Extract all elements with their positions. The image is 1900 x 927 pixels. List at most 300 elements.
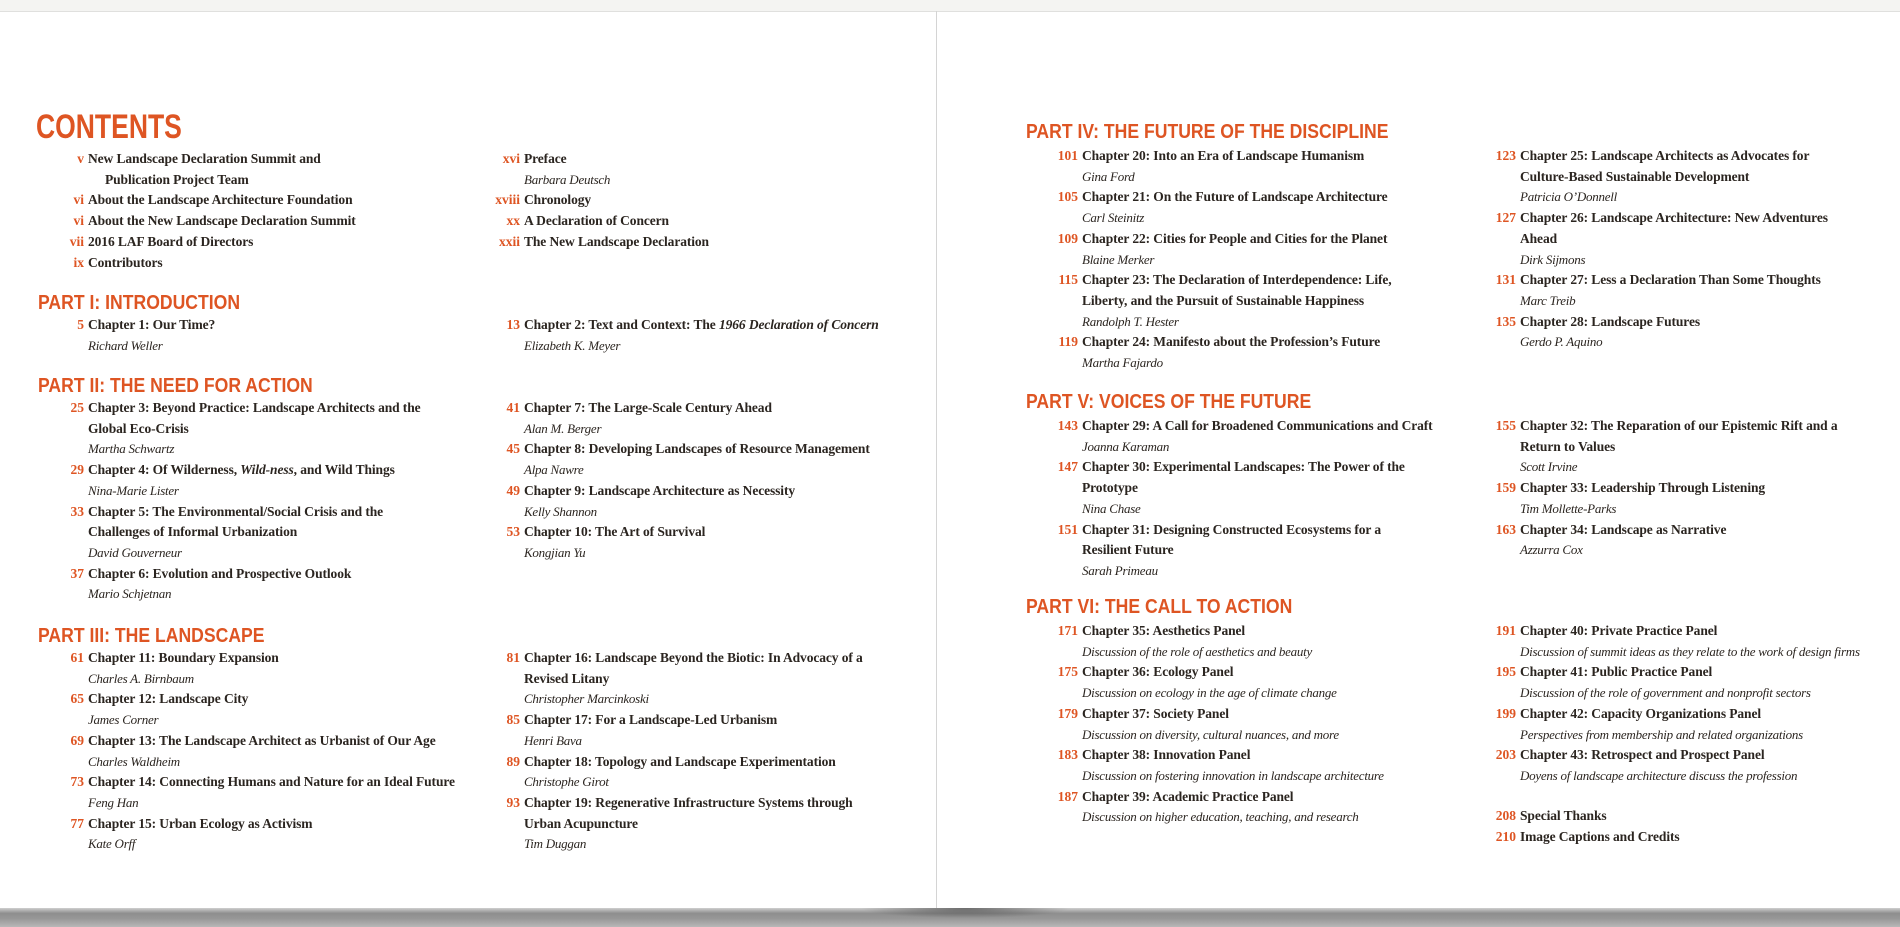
entry-title: Chapter 5: The Environmental/Social Crisis and the: [88, 503, 384, 519]
page-number: [1462, 229, 1516, 250]
page-number: 61: [70, 650, 84, 665]
page-bottom-edge: [0, 908, 1900, 927]
entry-title: Return to Values: [1520, 438, 1616, 454]
page-number: 89: [506, 753, 520, 769]
toc-line: [1462, 806, 1680, 827]
page-number: vi: [73, 192, 84, 208]
toc-line: [462, 336, 879, 357]
page-number: 187: [1057, 788, 1078, 804]
entry-subtext: Kelly Shannon: [524, 503, 597, 519]
page-number: [1462, 499, 1516, 520]
page-number: [38, 834, 84, 855]
toc-line: [1462, 332, 1828, 353]
page-number: 81: [506, 650, 520, 665]
page-number: 109: [1057, 230, 1078, 246]
toc-line: [1462, 167, 1828, 188]
entry-title: Chapter 37: Society Panel: [1082, 705, 1229, 721]
page-number: [38, 584, 84, 605]
part-heading-2: PART II: THE NEED FOR ACTION: [38, 375, 313, 397]
page-number: 155: [1495, 418, 1516, 433]
part5-col2: [1462, 416, 1837, 561]
page-number: [1462, 642, 1516, 663]
page-top-edge: [0, 0, 1900, 12]
toc-line: [1462, 457, 1837, 478]
toc-line: [462, 232, 709, 253]
toc-line: [1462, 208, 1828, 229]
entry-subtext: Sarah Primeau: [1082, 562, 1158, 578]
toc-line: [462, 190, 709, 211]
page-number: 199: [1495, 705, 1516, 721]
page-number: 93: [506, 794, 520, 810]
toc-line: [38, 710, 455, 731]
page-number: xxii: [498, 233, 520, 249]
page-number: [1462, 167, 1516, 188]
front-matter-col1: [38, 149, 356, 273]
entry-subtext: Scott Irvine: [1520, 459, 1578, 475]
toc-line: [38, 315, 215, 336]
toc-line: [462, 834, 863, 855]
toc-line: [1462, 725, 1860, 746]
page-number: [462, 336, 520, 357]
page-number: [38, 522, 84, 543]
entry-subtext: Joanna Karaman: [1082, 438, 1170, 454]
toc-line: [38, 648, 455, 669]
entry-title: Ahead: [1520, 230, 1558, 246]
entry-title: Challenges of Informal Urbanization: [88, 524, 298, 540]
toc-line: [1462, 520, 1837, 541]
entry-title: Chapter 1: Our Time?: [88, 317, 216, 332]
toc-line: [38, 731, 455, 752]
toc-line: [462, 149, 709, 170]
page-number: 135: [1495, 313, 1516, 329]
toc-line: [1026, 187, 1392, 208]
toc-line: [462, 710, 863, 731]
toc-line: [38, 834, 455, 855]
toc-line: [1462, 229, 1828, 250]
page-number: [462, 460, 520, 481]
page-number: [1026, 167, 1078, 188]
page-number: 33: [70, 503, 84, 519]
entry-title: Chapter 38: Innovation Panel: [1082, 747, 1251, 763]
entry-title: Chapter 9: Landscape Architecture as Necessity: [524, 482, 795, 498]
toc-line: [462, 648, 863, 669]
page-number: 171: [1057, 623, 1078, 638]
toc-line: [1026, 807, 1384, 828]
part3-col1: [38, 648, 455, 855]
toc-line: [38, 543, 421, 564]
part2-col1: [38, 398, 421, 605]
toc-line: [38, 460, 421, 481]
page-number: [1462, 540, 1516, 561]
toc-line: [38, 398, 421, 419]
page-number: 25: [70, 400, 84, 415]
entry-title: Chronology: [524, 192, 592, 208]
page-number: [1026, 208, 1078, 229]
entry-subtext: Dirk Sijmons: [1520, 251, 1586, 267]
page-number: v: [77, 151, 84, 166]
toc-line: [462, 689, 863, 710]
page-number: [1462, 766, 1516, 787]
page-number: 191: [1495, 623, 1516, 638]
entry-title: Chapter 42: Capacity Organizations Panel: [1520, 705, 1761, 721]
entry-subtext: Alan M. Berger: [524, 420, 602, 436]
entry-title: Chapter 13: The Landscape Architect as Urbanist of Our Age: [88, 732, 436, 748]
page-number: [1462, 683, 1516, 704]
entry-title: Chapter 41: Public Practice Panel: [1520, 664, 1713, 680]
entry-subtext: Marc Treib: [1520, 292, 1576, 308]
toc-line: [1462, 187, 1828, 208]
toc-line: [38, 439, 421, 460]
toc-line: [462, 731, 863, 752]
page-number: 163: [1495, 521, 1516, 537]
entry-subtext: Doyens of landscape architecture discuss the profession: [1520, 767, 1798, 783]
page-number: [1462, 250, 1516, 271]
entry-subtext: Discussion on fostering innovation in landscape architecture: [1082, 767, 1384, 783]
entry-title: 2016 LAF Board of Directors: [88, 233, 254, 249]
toc-line: [1026, 312, 1392, 333]
toc-line: [38, 793, 455, 814]
entry-title: Chapter 35: Aesthetics Panel: [1082, 623, 1246, 638]
toc-line: [1026, 725, 1384, 746]
entry-title: Chapter 16: Landscape Beyond the Biotic: In Advocacy of a: [524, 650, 863, 665]
part3-col2: [462, 648, 863, 855]
entry-subtext: Charles A. Birnbaum: [88, 670, 194, 686]
entry-subtext: Patricia O’Donnell: [1520, 189, 1617, 205]
entry-subtext: Christophe Girot: [524, 774, 609, 790]
entry-subtext: Gerdo P. Aquino: [1520, 334, 1603, 350]
part4-col2: [1462, 146, 1828, 353]
entry-subtext: Tim Duggan: [524, 836, 587, 852]
toc-line: [462, 460, 870, 481]
toc-line: [1026, 561, 1433, 582]
page-number: 29: [70, 462, 84, 478]
entry-title: Chapter 21: On the Future of Landscape Architecture: [1082, 189, 1388, 205]
toc-line: [38, 253, 356, 274]
entry-title: Chapter 43: Retrospect and Prospect Panel: [1520, 747, 1765, 763]
entry-title: Revised Litany: [524, 670, 610, 686]
page-number: [462, 543, 520, 564]
entry-title: Liberty, and the Pursuit of Sustainable Happiness: [1082, 292, 1365, 308]
toc-line: [462, 439, 870, 460]
entry-title: Chapter 14: Connecting Humans and Nature for an Ideal Future: [88, 774, 455, 790]
page-number: 73: [70, 774, 84, 790]
part1-col1: [38, 315, 215, 356]
page-number: [462, 772, 520, 793]
page-number: 179: [1057, 705, 1078, 721]
entry-subtext: Alpa Nawre: [524, 462, 584, 478]
entry-subtext: Discussion on higher education, teaching, and research: [1082, 809, 1359, 825]
page-number: [1462, 332, 1516, 353]
front-matter-col2: [462, 149, 709, 253]
page-number: [1026, 642, 1078, 663]
entry-subtext: David Gouverneur: [88, 544, 182, 560]
toc-line: [38, 772, 455, 793]
entry-title: The New Landscape Declaration: [524, 233, 709, 249]
toc-line: [38, 336, 215, 357]
page-number: 151: [1057, 521, 1078, 537]
entry-subtext: Perspectives from membership and related organizations: [1520, 726, 1803, 742]
toc-line: [462, 522, 870, 543]
page-number: [38, 543, 84, 564]
toc-line: [1462, 704, 1860, 725]
toc-line: [462, 793, 863, 814]
page-number: 69: [70, 732, 84, 748]
toc-line: [1026, 437, 1433, 458]
page-number: [38, 793, 84, 814]
page-number: [462, 419, 520, 440]
toc-line: [38, 689, 455, 710]
page-number: vii: [69, 233, 84, 249]
part4-col1: [1026, 146, 1392, 374]
spine-shadow: [830, 908, 1100, 921]
entry-title: A Declaration of Concern: [524, 213, 669, 229]
toc-line: [38, 190, 356, 211]
toc-line: [1462, 270, 1828, 291]
page-number: [462, 170, 520, 191]
page-number: [38, 439, 84, 460]
page-number: 13: [506, 317, 520, 332]
entry-title: Chapter 28: Landscape Futures: [1520, 313, 1700, 329]
page-number: 85: [506, 712, 520, 728]
page-number: 105: [1057, 189, 1078, 205]
entry-title: About the Landscape Architecture Foundation: [88, 192, 353, 208]
toc-line: [1462, 827, 1680, 848]
entry-title: Resilient Future: [1082, 542, 1174, 558]
page-number: [1026, 250, 1078, 271]
toc-line: [1026, 250, 1392, 271]
toc-line: [1462, 621, 1860, 642]
entry-title: Chapter 27: Less a Declaration Than Some Thoughts: [1520, 272, 1821, 288]
part-heading-3: PART III: THE LANDSCAPE: [38, 625, 265, 647]
toc-line: [1026, 332, 1392, 353]
entry-title: Chapter 32: The Reparation of our Epistemic Rift and a: [1520, 418, 1838, 433]
toc-line: [462, 502, 870, 523]
toc-line: [462, 814, 863, 835]
toc-line: [462, 772, 863, 793]
page-number: 5: [77, 317, 84, 332]
page-number: [1026, 683, 1078, 704]
toc-line: [1462, 291, 1828, 312]
page-number: [1026, 353, 1078, 374]
toc-line: [462, 170, 709, 191]
page-number: [38, 710, 84, 731]
entry-title: Chapter 19: Regenerative Infrastructure Systems through: [524, 794, 853, 810]
entry-title: Chapter 29: A Call for Broadened Communications and Craft: [1082, 418, 1433, 433]
toc-line: [1026, 208, 1392, 229]
page-number: [1462, 457, 1516, 478]
toc-line: [1026, 229, 1392, 250]
page-number: [1462, 291, 1516, 312]
toc-line: [462, 752, 863, 773]
entry-title: Global Eco-Crisis: [88, 420, 189, 436]
toc-line: [1462, 766, 1860, 787]
page-number: 41: [506, 400, 520, 415]
page-number: 49: [506, 482, 520, 498]
page-number: [38, 170, 84, 191]
contents-title: CONTENTS: [36, 108, 182, 146]
page-number: 45: [506, 441, 520, 457]
page-number: [1026, 499, 1078, 520]
page-number: 123: [1495, 148, 1516, 163]
toc-line: [462, 211, 709, 232]
entry-subtext: Kongjian Yu: [524, 544, 586, 560]
page-number: 53: [506, 524, 520, 540]
entry-title: Chapter 12: Landscape City: [88, 691, 249, 707]
part2-col2: [462, 398, 870, 564]
entry-subtext: Discussion of the role of aesthetics and beauty: [1082, 643, 1313, 659]
entry-title: Chapter 7: The Large-Scale Century Ahead: [524, 400, 772, 415]
toc-line: [1462, 499, 1837, 520]
entry-title: Chapter 2: Text and Context: The 1966 Declaration of Concern: [524, 317, 879, 332]
entry-title: Chapter 30: Experimental Landscapes: The Power of the: [1082, 459, 1405, 475]
page-number: [1462, 725, 1516, 746]
part6-col2: [1462, 621, 1860, 787]
entry-title: Urban Acupuncture: [524, 815, 638, 831]
entry-subtext: Blaine Merker: [1082, 251, 1155, 267]
toc-line: [462, 398, 870, 419]
toc-line: [38, 149, 356, 170]
toc-line: [1026, 499, 1433, 520]
toc-line: [38, 522, 421, 543]
toc-line: [38, 669, 455, 690]
toc-line: [1026, 766, 1384, 787]
entry-subtext: Discussion of summit ideas as they relate to the work of design firms: [1520, 643, 1860, 659]
page-number: [1026, 807, 1078, 828]
page-number: 143: [1057, 418, 1078, 433]
entry-subtext: Martha Schwartz: [88, 441, 175, 457]
toc-line: [1026, 745, 1384, 766]
page-number: xviii: [495, 192, 520, 208]
toc-line: [1462, 662, 1860, 683]
toc-line: [1026, 704, 1384, 725]
page-number: 77: [70, 815, 84, 831]
page-gutter-line: [936, 11, 937, 908]
part-heading-1: PART I: INTRODUCTION: [38, 292, 241, 314]
part-heading-6: PART VI: THE CALL TO ACTION: [1026, 596, 1293, 618]
toc-line: [1026, 291, 1392, 312]
entry-title: Chapter 22: Cities for People and Cities for the Planet: [1082, 230, 1388, 246]
page-number: 127: [1495, 210, 1516, 226]
page-number: [1462, 187, 1516, 208]
entry-title: Chapter 10: The Art of Survival: [524, 524, 706, 540]
page-number: [1026, 561, 1078, 582]
entry-subtext: Charles Waldheim: [88, 753, 180, 769]
page-number: xvi: [502, 151, 520, 166]
toc-line: [1026, 270, 1392, 291]
page-number: 175: [1057, 664, 1078, 680]
entry-subtext: Elizabeth K. Meyer: [524, 337, 621, 353]
entry-subtext: Mario Schjetnan: [88, 586, 172, 602]
page-number: [462, 689, 520, 710]
page-number: 65: [70, 691, 84, 707]
page-number: [462, 669, 520, 690]
page-number: [38, 336, 84, 357]
toc-line: [1462, 540, 1837, 561]
toc-line: [1026, 478, 1433, 499]
toc-line: [1462, 416, 1837, 437]
toc-line: [38, 211, 356, 232]
toc-line: [1026, 146, 1392, 167]
toc-line: [1462, 437, 1837, 458]
entry-subtext: Carl Steinitz: [1082, 210, 1145, 226]
toc-line: [462, 419, 870, 440]
toc-line: [1026, 683, 1384, 704]
page-number: 208: [1495, 808, 1516, 823]
page-number: 131: [1495, 272, 1516, 288]
page-number: [462, 814, 520, 835]
toc-line: [1026, 520, 1433, 541]
page-number: 101: [1057, 148, 1078, 163]
entry-title: Chapter 33: Leadership Through Listening: [1520, 480, 1766, 496]
entry-title: Special Thanks: [1520, 808, 1607, 823]
entry-title: Contributors: [88, 254, 163, 270]
entry-subtext: Discussion on ecology in the age of climate change: [1082, 685, 1337, 701]
toc-line: [1026, 621, 1384, 642]
entry-subtext: Tim Mollette-Parks: [1520, 500, 1617, 516]
page-number: [462, 731, 520, 752]
entry-subtext: Discussion on diversity, cultural nuances, and more: [1082, 726, 1339, 742]
toc-line: [38, 232, 356, 253]
toc-line: [38, 502, 421, 523]
page-number: [38, 419, 84, 440]
page-number: 210: [1495, 828, 1516, 844]
page-number: [38, 752, 84, 773]
page-number: [1026, 725, 1078, 746]
toc-line: [1462, 478, 1837, 499]
toc-line: [462, 669, 863, 690]
page-number: [38, 669, 84, 690]
page-number: [1026, 312, 1078, 333]
page-number: [1462, 437, 1516, 458]
page-number: 115: [1058, 272, 1078, 288]
entry-title: Chapter 6: Evolution and Prospective Outlook: [88, 565, 352, 581]
page-number: 37: [70, 565, 84, 581]
toc-line: [1026, 457, 1433, 478]
toc-line: [1462, 312, 1828, 333]
toc-line: [38, 419, 421, 440]
entry-subtext: Gina Ford: [1082, 168, 1135, 184]
page-number: xx: [506, 213, 520, 229]
toc-line: [1026, 787, 1384, 808]
entry-title: Chapter 24: Manifesto about the Profession’s Future: [1082, 334, 1381, 350]
page-number: 159: [1495, 480, 1516, 496]
entry-subtext: Martha Fajardo: [1082, 355, 1163, 371]
page-number: [462, 834, 520, 855]
page-number: [1026, 478, 1078, 499]
toc-line: [462, 481, 870, 502]
entry-title: Chapter 26: Landscape Architecture: New Adventures: [1520, 210, 1828, 226]
entry-subtext: Azzurra Cox: [1520, 542, 1583, 558]
toc-line: [1462, 250, 1828, 271]
entry-title: Publication Project Team: [105, 171, 249, 187]
toc-line: [1026, 540, 1433, 561]
page-number: 183: [1057, 747, 1078, 763]
entry-title: Chapter 39: Academic Practice Panel: [1082, 788, 1294, 804]
entry-title: Chapter 4: Of Wilderness, Wild-ness, and Wild Things: [88, 462, 395, 478]
entry-title: Chapter 34: Landscape as Narrative: [1520, 521, 1727, 537]
page-number: [1026, 766, 1078, 787]
page-number: 195: [1495, 664, 1516, 680]
part-heading-4: PART IV: THE FUTURE OF THE DISCIPLINE: [1026, 121, 1389, 143]
entry-subtext: Feng Han: [88, 794, 139, 810]
entry-title: Chapter 20: Into an Era of Landscape Humanism: [1082, 148, 1365, 163]
entry-title: Chapter 40: Private Practice Panel: [1520, 623, 1718, 638]
part-heading-5: PART V: VOICES OF THE FUTURE: [1026, 391, 1312, 413]
toc-line: [1462, 146, 1828, 167]
page-number: [462, 502, 520, 523]
toc-line: [38, 170, 356, 191]
entry-subtext: James Corner: [88, 712, 159, 728]
